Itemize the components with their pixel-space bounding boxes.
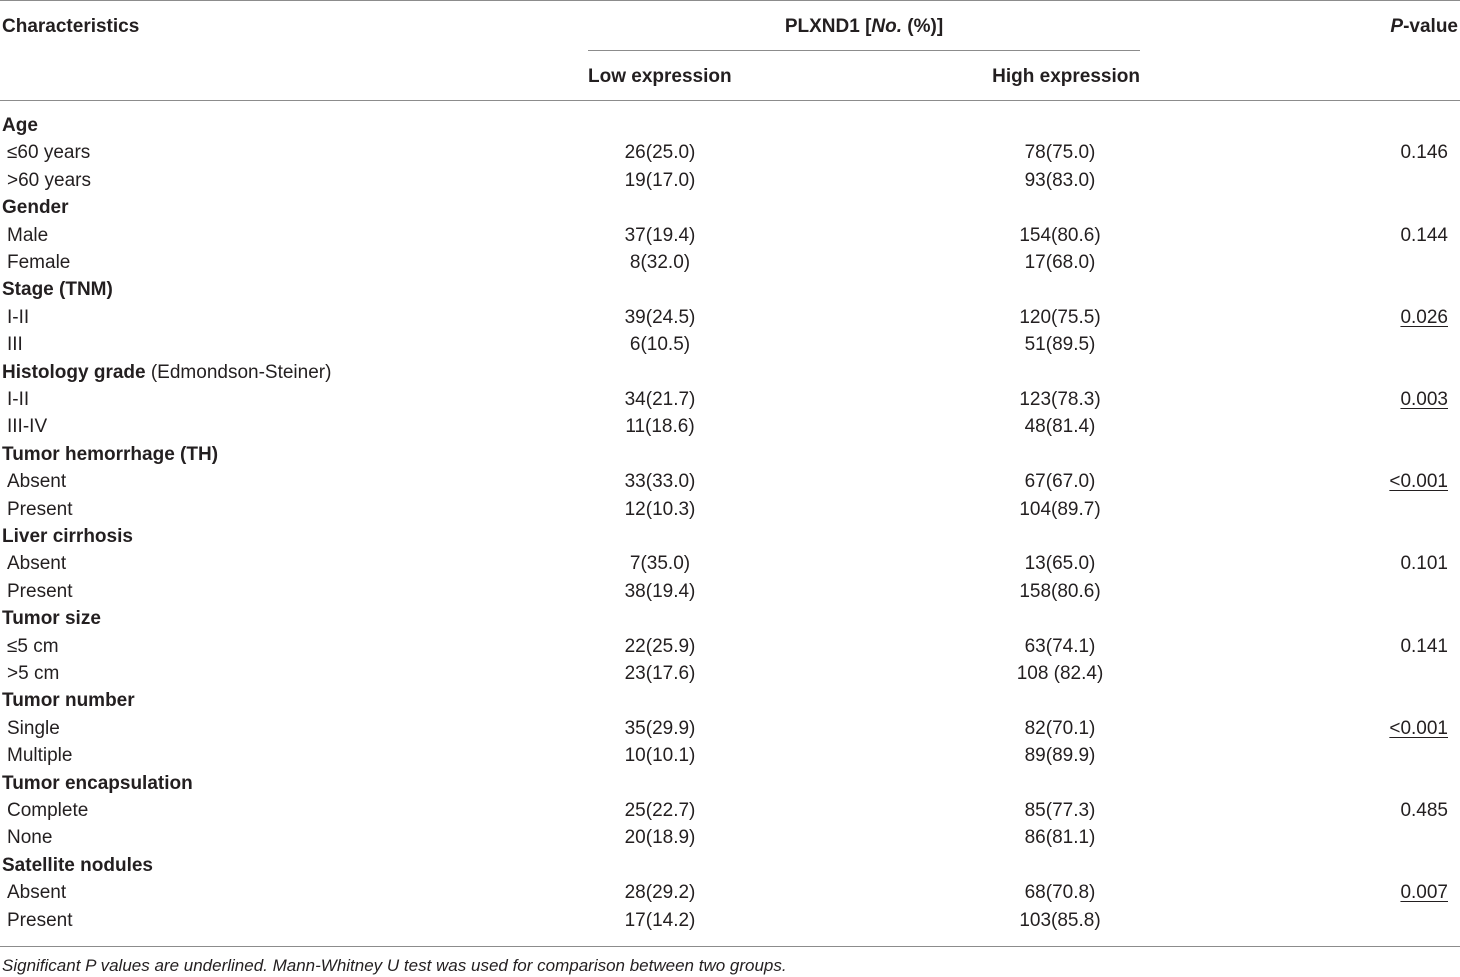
row-label: Absent xyxy=(7,471,67,493)
group-label-text: Tumor number xyxy=(2,690,135,712)
row-label: Present xyxy=(7,498,73,520)
high-expression-cell: 89(89.9) xyxy=(1024,745,1096,767)
low-expression-cell: 28(29.2) xyxy=(624,882,696,904)
low-expression-cell: 8(32.0) xyxy=(629,252,691,273)
high-expression-cell: 108 (82.4) xyxy=(1016,663,1104,684)
row-label: Male xyxy=(7,224,49,246)
table-row xyxy=(0,797,1460,824)
low-expression-cell: 22(25.9) xyxy=(624,635,696,657)
row-label: Multiple xyxy=(7,745,73,767)
high-expression-cell: 85(77.3) xyxy=(1024,800,1096,821)
header-group-prefix: PLXND1 [ xyxy=(784,16,872,37)
table-row xyxy=(0,496,1460,523)
header-group-suffix: (%)] xyxy=(902,16,944,37)
high-expression-cell: 82(70.1) xyxy=(1024,717,1096,739)
header-p-suffix: -value xyxy=(1403,16,1458,37)
high-expression-cell: 67(67.0) xyxy=(1024,471,1096,493)
group-label xyxy=(2,441,218,468)
group-label-text: Gender xyxy=(2,197,69,219)
group-label-text: Age xyxy=(2,115,38,136)
row-label: None xyxy=(7,827,53,849)
group-label-text: Tumor hemorrhage (TH) xyxy=(2,443,219,465)
p-value-cell xyxy=(1400,633,1448,660)
group-row xyxy=(0,770,1460,797)
low-expression-cell: 11(18.6) xyxy=(625,416,695,438)
p-value-cell xyxy=(1400,304,1448,331)
table-row xyxy=(0,633,1460,660)
high-expression-cell: 68(70.8) xyxy=(1024,882,1096,904)
high-expression-cell: 120(75.5) xyxy=(1019,306,1101,328)
group-label xyxy=(2,194,69,221)
table-row xyxy=(0,907,1460,934)
row-label: III-IV xyxy=(7,416,48,438)
header-high-expression: High expression xyxy=(992,66,1140,87)
table-row xyxy=(0,139,1460,166)
low-expression-cell: 35(29.9) xyxy=(624,717,696,739)
p-value-cell xyxy=(1389,715,1448,742)
high-expression-cell: 104(89.7) xyxy=(1019,498,1101,520)
high-expression-cell: 17(68.0) xyxy=(1024,252,1096,273)
p-value-text: 0.101 xyxy=(1400,553,1448,575)
table-row xyxy=(0,468,1460,495)
group-row xyxy=(0,605,1460,632)
low-expression-cell: 17(14.2) xyxy=(624,909,696,931)
p-value-text: <0.001 xyxy=(1389,471,1448,493)
p-value-cell xyxy=(1400,386,1448,413)
table-row xyxy=(0,550,1460,577)
group-label xyxy=(2,276,113,303)
low-expression-cell: 25(22.7) xyxy=(624,800,696,821)
low-expression-cell: 26(25.0) xyxy=(624,142,696,164)
header-bottom-rule xyxy=(0,100,1460,101)
p-value-cell xyxy=(1400,222,1448,249)
group-label xyxy=(2,852,153,879)
header-characteristics: Characteristics xyxy=(2,16,140,37)
p-value-text: 0.026 xyxy=(1400,306,1448,328)
p-value-cell xyxy=(1400,797,1448,824)
row-label: ≤5 cm xyxy=(7,635,59,657)
low-expression-cell: 19(17.0) xyxy=(624,169,696,191)
table-row xyxy=(0,167,1460,194)
low-expression-cell: 20(18.9) xyxy=(624,827,696,849)
row-label: Absent xyxy=(7,553,67,575)
group-underline-rule xyxy=(588,50,1140,51)
group-row xyxy=(0,852,1460,879)
group-label xyxy=(2,359,331,386)
p-value-text: 0.003 xyxy=(1400,389,1448,410)
header-low-expression: Low expression xyxy=(588,66,732,87)
high-expression-cell: 51(89.5) xyxy=(1024,334,1096,356)
group-label xyxy=(2,687,135,714)
row-label: >60 years xyxy=(7,169,91,191)
table-row xyxy=(0,304,1460,331)
p-value-cell xyxy=(1400,550,1448,577)
group-label-text: Tumor encapsulation xyxy=(2,772,193,794)
group-row xyxy=(0,687,1460,714)
row-label: Female xyxy=(7,252,71,273)
bottom-rule xyxy=(0,946,1460,947)
group-label xyxy=(2,605,101,632)
table-row xyxy=(0,413,1460,440)
table-row xyxy=(0,331,1460,358)
table-row xyxy=(0,742,1460,769)
row-label: Complete xyxy=(7,800,89,821)
table-row xyxy=(0,660,1460,687)
p-value-cell xyxy=(1389,468,1448,495)
group-label-text: Histology grade xyxy=(2,361,146,383)
table-row xyxy=(0,249,1460,276)
group-row xyxy=(0,112,1460,139)
high-expression-cell: 13(65.0) xyxy=(1024,553,1096,575)
group-label-text: Satellite nodules xyxy=(2,854,153,876)
header-p-value xyxy=(1390,16,1458,38)
row-label: Present xyxy=(7,909,73,931)
high-expression-cell: 78(75.0) xyxy=(1024,142,1096,164)
low-expression-cell: 34(21.7) xyxy=(624,389,696,410)
group-row xyxy=(0,523,1460,550)
group-label xyxy=(2,112,38,139)
table-row xyxy=(0,386,1460,413)
high-expression-cell: 63(74.1) xyxy=(1024,635,1096,657)
group-label xyxy=(2,523,133,550)
row-label: Single xyxy=(7,717,60,739)
header-p-italic: P xyxy=(1390,16,1404,37)
p-value-text: 0.141 xyxy=(1400,635,1448,657)
group-label-text: Stage (TNM) xyxy=(2,279,113,301)
p-value-text: 0.144 xyxy=(1400,224,1448,246)
table-footnote: Significant P values are underlined. Mann-Whitney U test was used for comparison between two groups. xyxy=(2,956,787,975)
group-row xyxy=(0,194,1460,221)
row-label: >5 cm xyxy=(7,663,60,684)
row-label: I-II xyxy=(7,389,30,410)
group-label-extra: (Edmondson-Steiner) xyxy=(145,361,332,383)
group-label-text: Liver cirrhosis xyxy=(2,526,133,547)
low-expression-cell: 7(35.0) xyxy=(629,553,691,575)
header-group-plxnd1 xyxy=(588,16,1140,38)
high-expression-cell: 48(81.4) xyxy=(1024,416,1096,438)
group-label-text: Tumor size xyxy=(2,608,101,630)
row-label: Present xyxy=(7,580,73,602)
group-label xyxy=(2,770,193,797)
high-expression-cell: 93(83.0) xyxy=(1024,169,1096,191)
header-group-italic: No. xyxy=(871,16,903,37)
high-expression-cell: 154(80.6) xyxy=(1019,224,1101,246)
low-expression-cell: 6(10.5) xyxy=(629,334,691,356)
low-expression-cell: 23(17.6) xyxy=(624,663,696,684)
group-row xyxy=(0,276,1460,303)
p-value-cell xyxy=(1400,879,1448,906)
p-value-text: 0.485 xyxy=(1400,800,1448,821)
high-expression-cell: 86(81.1) xyxy=(1024,827,1096,849)
group-row xyxy=(0,359,1460,386)
row-label: III xyxy=(7,334,23,356)
group-row xyxy=(0,441,1460,468)
top-rule xyxy=(0,0,1460,1)
high-expression-cell: 158(80.6) xyxy=(1019,580,1101,602)
row-label: Absent xyxy=(7,882,67,904)
table-row xyxy=(0,578,1460,605)
table-row xyxy=(0,824,1460,851)
low-expression-cell: 10(10.1) xyxy=(624,745,696,767)
low-expression-cell: 33(33.0) xyxy=(624,471,696,493)
low-expression-cell: 12(10.3) xyxy=(624,498,696,520)
table-row xyxy=(0,222,1460,249)
low-expression-cell: 38(19.4) xyxy=(624,580,696,602)
low-expression-cell: 37(19.4) xyxy=(624,224,696,246)
table-row xyxy=(0,715,1460,742)
high-expression-cell: 123(78.3) xyxy=(1019,389,1101,410)
p-value-cell xyxy=(1400,139,1448,166)
p-value-text: 0.146 xyxy=(1400,142,1448,164)
table-row xyxy=(0,879,1460,906)
row-label: I-II xyxy=(7,306,30,328)
p-value-text: <0.001 xyxy=(1389,717,1448,739)
row-label: ≤60 years xyxy=(7,142,91,164)
high-expression-cell: 103(85.8) xyxy=(1019,909,1101,931)
low-expression-cell: 39(24.5) xyxy=(624,306,696,328)
p-value-text: 0.007 xyxy=(1400,882,1448,904)
